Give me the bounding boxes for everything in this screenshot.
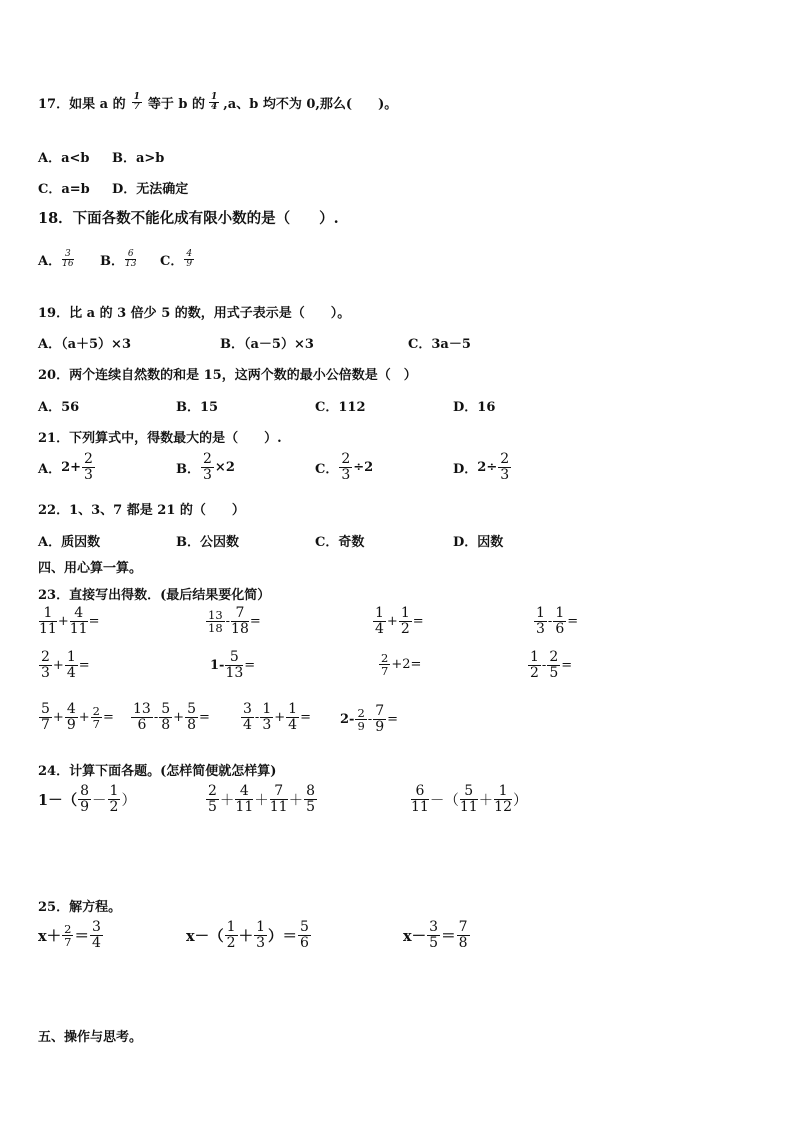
q22-option-b[interactable]: B．公因数 xyxy=(176,535,239,550)
q24-expr-3: 6 11 －（ 5 11 ＋ 1 12 ） xyxy=(411,783,528,815)
question-24: 24．计算下面各题。(怎样简便就怎样算) xyxy=(38,764,277,779)
q20-option-d[interactable]: D．16 xyxy=(453,400,496,415)
question-25: 25．解方程。 xyxy=(38,900,122,915)
q24-expr-2: 2 5 ＋ 4 11 ＋ 7 11 ＋ 8 5 xyxy=(208,783,315,815)
q25-equation-2: x－（ 1 2 ＋ 1 3 ）＝ 5 6 xyxy=(186,919,309,951)
q25-equation-3: x－ 3 5 ＝ 7 8 xyxy=(403,919,468,951)
q23-expr-9: 5 7 + $\frac{4}{9}$ + $\frac{2}{7}$ = xyxy=(41,701,114,733)
question-21: 21．下列算式中，得数最大的是（ ）. xyxy=(38,431,282,446)
q23-expr-10: 13 6 - 5 8 + $\frac{5}{8}$ = xyxy=(133,701,210,733)
q20-option-a[interactable]: A．56 xyxy=(38,400,80,415)
q17-fraction-1: 1 7 xyxy=(133,92,140,113)
q24-expr-1: 1－（ 8 9 － 1 2 ） xyxy=(38,783,136,815)
q21-option-b[interactable]: B． $\frac{2}{3}$ ×2 xyxy=(176,451,235,483)
q17-fraction-2: 1 4 xyxy=(211,92,218,113)
q17-text-3: ,a、b 均不为 0,那么( )。 xyxy=(223,97,398,113)
question-22: 22．1、3、7 都是 21 的（ ） xyxy=(38,503,245,518)
question-20: 20．两个连续自然数的和是 15，这两个数的最小公倍数是（ ） xyxy=(38,368,417,383)
q22-option-d[interactable]: D．因数 xyxy=(453,535,504,550)
q18-option-b[interactable]: B． 6 13 xyxy=(100,249,137,270)
q23-expr-7: 2 7 +2= xyxy=(381,651,422,679)
q20-option-b[interactable]: B．15 xyxy=(176,400,219,415)
q19-option-a[interactable]: A．（a＋5）×3 xyxy=(38,337,131,352)
q21-option-c[interactable]: C． $\frac{2}{3}$ ÷2 xyxy=(315,451,374,483)
section-5-heading: 五、操作与思考。 xyxy=(38,1030,143,1045)
q23-expr-6: 1- $\frac{5}{13}$ = xyxy=(210,649,256,681)
q17-option-d[interactable]: D．无法确定 xyxy=(112,182,189,197)
q22-option-c[interactable]: C．奇数 xyxy=(315,535,365,550)
q17-option-b[interactable]: B．a>b xyxy=(112,151,165,166)
q23-expr-2: 13 18 - $\frac{7}{18}$ = xyxy=(208,605,261,637)
q18-option-a[interactable]: A． 3 16 xyxy=(38,249,74,270)
q17-option-a[interactable]: A．a<b xyxy=(38,151,90,166)
q20-option-c[interactable]: C．112 xyxy=(315,400,366,415)
q23-expr-1: 1 11 + $\frac{4}{11}$ = xyxy=(39,605,100,637)
q23-expr-8: 1 2 - $\frac{2}{5}$ = xyxy=(530,649,573,681)
q21-option-a[interactable]: A． 2+ $\frac{2}{3}$ xyxy=(38,451,93,483)
q17-text-1: 17．如果 a 的 xyxy=(38,97,126,113)
q19-option-c[interactable]: C．3a－5 xyxy=(408,337,471,352)
q22-option-a[interactable]: A．质因数 xyxy=(38,535,101,550)
q21-option-d[interactable]: D． 2÷ $\frac{2}{3}$ xyxy=(453,451,510,483)
q17-option-c[interactable]: C．a=b xyxy=(38,182,90,197)
q23-expr-11: 3 4 - 1 3 + $\frac{1}{4}$ = xyxy=(243,701,311,733)
q23-expr-5: 2 3 + $\frac{1}{4}$ = xyxy=(41,649,90,681)
q19-option-b[interactable]: B．（a－5）×3 xyxy=(220,337,314,352)
section-4-heading: 四、用心算一算。 xyxy=(38,561,143,576)
question-23: 23．直接写出得数．(最后结果要化简） xyxy=(38,588,271,603)
question-18: 18．下面各数不能化成有限小数的是（ ）. xyxy=(38,210,339,227)
q23-expr-3: 1 4 + $\frac{1}{2}$ = xyxy=(375,605,424,637)
q17-text-2: 等于 b 的 xyxy=(147,97,205,113)
q23-expr-12: 2- 2 9 - $\frac{7}{9}$ = xyxy=(340,703,399,735)
q25-equation-1: x＋ 2 7 ＝ 3 4 xyxy=(38,919,101,951)
q23-expr-4: 1 3 - $\frac{1}{6}$ = xyxy=(536,605,579,637)
question-17 xyxy=(38,93,397,113)
q18-option-c[interactable]: C． 4 9 xyxy=(160,249,193,270)
question-19: 19．比 a 的 3 倍少 5 的数，用式子表示是（ ）。 xyxy=(38,306,351,321)
